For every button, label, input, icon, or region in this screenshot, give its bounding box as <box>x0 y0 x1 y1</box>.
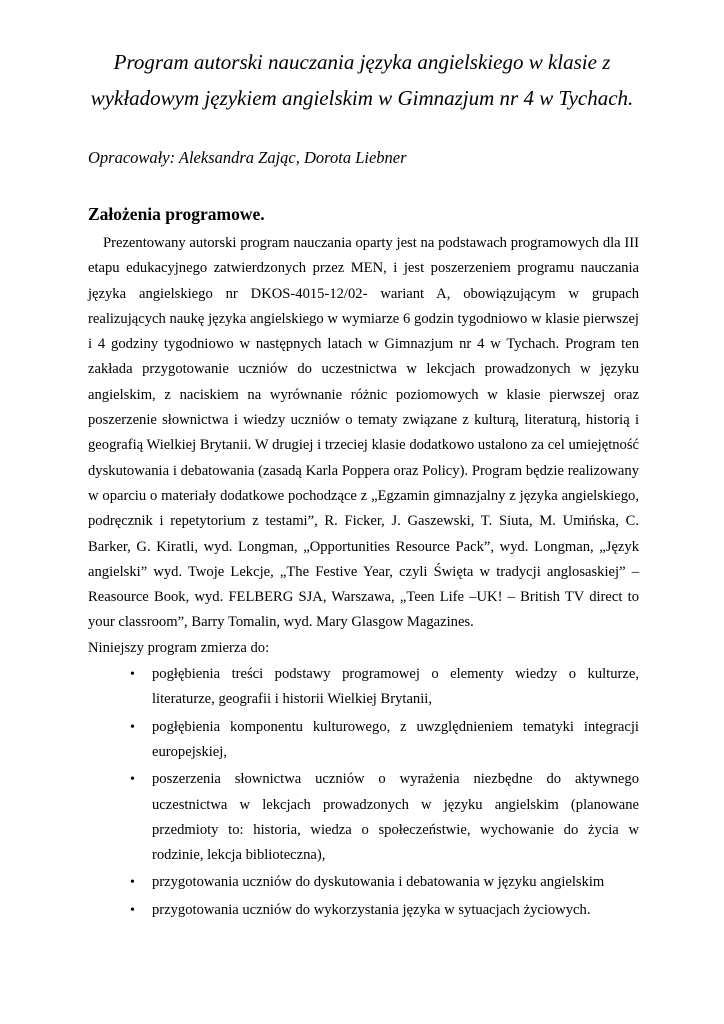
goal-text: przygotowania uczniów do wykorzystania języka w sytuacjach życiowych. <box>152 901 591 918</box>
list-item <box>88 767 639 868</box>
intro-paragraph: Prezentowany autorski program nauczania oparty jest na podstawach programowych dla III etapu edukacyjnego zatwierdzonych przez MEN, i jest poszerzeniem programu nauczania języka angielskiego nr DKOS-4015-12/02- wariant A, obowiązującym w grupach realizujących naukę języka angielskiego w wymiarze 6 godzin tygodniowo w klasie pierwszej i 4 godziny tygodniowo w następnych latach w Gimnazjum nr 4 w Tychach. Program ten zakłada przygotowanie uczniów do uczestnictwa w lekcjach prowadzonych w języku angielskim, z naciskiem na wyrównanie różnic poziomowych w klasie pierwszej oraz poszerzenie słownictwa i wiedzy uczniów o tematy związane z kulturą, literaturą, historią i geografią Wielkiej Brytanii. W drugiej i trzeciej klasie dodatkowo ustalono za cel umiejętność dyskutowania i debatowania (zasadą Karla Poppera oraz Policy). Program będzie realizowany w oparciu o materiały dodatkowe pochodzące z „Egzamin gimnazjalny z języka angielskiego, podręcznik i repetytorium z testami”, R. Ficker, J. Gaszewski, T. Siuta, M. Umińska, C. Barker, G. Kiratli, wyd. Longman, „Opportunities Resource Pack”, wyd. Longman, „Język angielski” wyd. Twoje Lekcje, „The Festive Year, czyli Święta w tradycji anglosaskiej” – Reasource Book, wyd. FELBERG SJA, Warszawa, „Teen Life –UK! – British TV direct to your classroom”, Barry Tomalin, wyd. Mary Glasgow Magazines. <box>88 235 639 631</box>
goals-list <box>88 662 639 923</box>
bullet-icon: • <box>130 667 135 683</box>
bullet-icon: • <box>130 719 135 735</box>
goal-text: poszerzenia słownictwa uczniów o wyrażenia niezbędne do aktywnego uczestnictwa w lekcjach prowadzonych w języku angielskim (planowane przedmioty to: historia, wiedza o społeczeństwie, wychowanie do życia w rodzinie, lekcja biblioteczna), <box>152 771 639 864</box>
bullet-icon: • <box>130 772 135 788</box>
goals-intro: Niniejszy program zmierza do: <box>88 639 270 656</box>
list-item <box>88 870 639 895</box>
authors-line: Opracowały: Aleksandra Zając, Dorota Liebner <box>88 148 407 167</box>
goal-text: pogłębienia treści podstawy programowej o elementy wiedzy o kulturze, literaturze, geografii i historii Wielkiej Brytanii, <box>152 666 639 708</box>
bullet-icon: • <box>130 875 135 891</box>
list-item <box>88 662 639 713</box>
document-title <box>0 44 724 116</box>
section-heading: Założenia programowe. <box>88 204 265 224</box>
title-line-2: wykładowym językiem angielskim w Gimnazjum nr 4 w Tychach. <box>90 86 634 110</box>
list-item <box>88 715 639 766</box>
list-item <box>88 898 639 923</box>
goal-text: przygotowania uczniów do dyskutowania i debatowania w języku angielskim <box>152 874 605 891</box>
bullet-icon: • <box>130 902 135 918</box>
document-body <box>88 231 639 925</box>
title-line-1: Program autorski nauczania języka angielskiego w klasie z <box>113 50 611 74</box>
goal-text: pogłębienia komponentu kulturowego, z uwzględnieniem tematyki integracji europejskiej, <box>152 718 639 760</box>
